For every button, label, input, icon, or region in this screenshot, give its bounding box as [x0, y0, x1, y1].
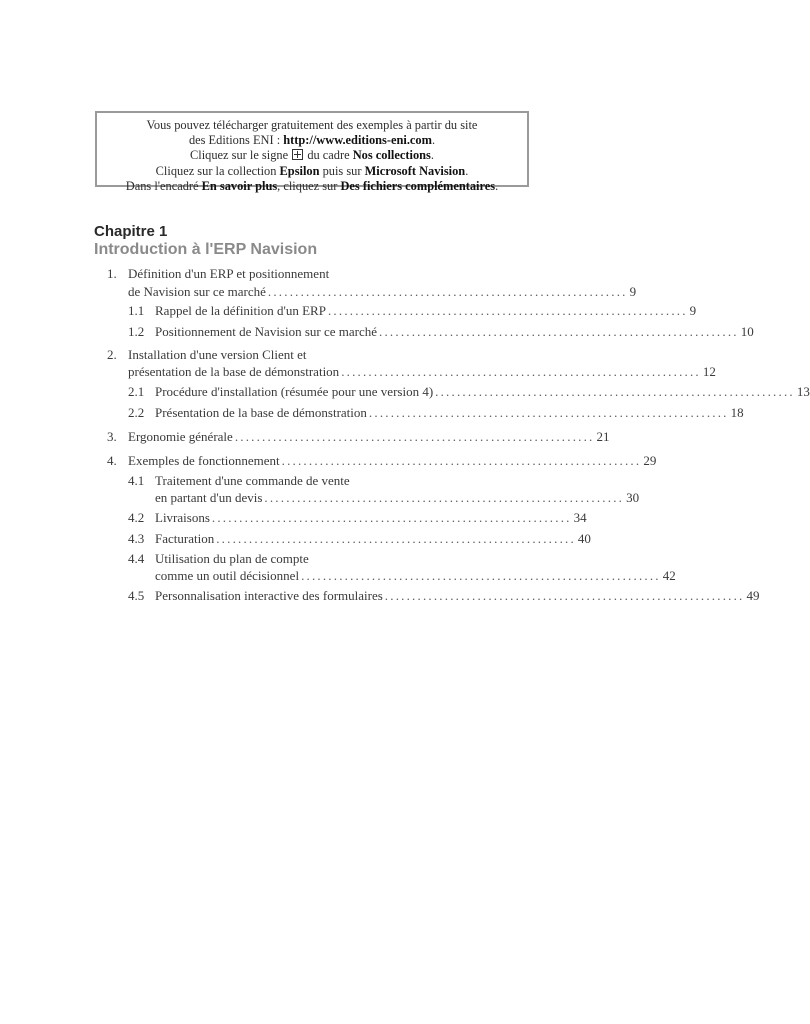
notice-text: des Editions ENI : — [188, 133, 284, 148]
en-savoir-plus-label: En savoir plus — [201, 178, 278, 193]
notice-text: . — [465, 163, 469, 178]
toc-page: 18 — [730, 405, 744, 420]
leader-dots: .................................................................. — [264, 490, 625, 505]
toc-page: 49 — [746, 588, 760, 603]
toc-entry-4-4-line-1 — [128, 550, 501, 567]
toc-page: 29 — [643, 453, 657, 468]
toc-page: 9 — [689, 303, 697, 318]
toc-page: 40 — [577, 531, 591, 546]
leader-dots: .................................................................. — [379, 324, 739, 339]
plus-sign-icon — [292, 149, 303, 160]
toc-number: 4. — [107, 453, 117, 468]
toc-text: Exemples de fonctionnement — [128, 453, 280, 468]
toc-entry-1-1[interactable] — [128, 302, 697, 319]
toc-page: 9 — [629, 284, 637, 299]
toc-text: en partant d'un devis — [155, 490, 263, 505]
toc-page: 13 — [796, 384, 810, 399]
toc-number: 4.4 — [128, 551, 145, 566]
toc-number: 2. — [107, 347, 117, 362]
notice-text: Cliquez sur la collection — [155, 163, 280, 178]
toc-entry-4-2[interactable] — [128, 509, 587, 526]
toc-text: comme un outil décisionnel — [155, 568, 300, 583]
toc-text: Positionnement de Navision sur ce marché — [155, 324, 378, 339]
toc-text: Ergonomie générale — [128, 429, 233, 444]
toc-number: 4.5 — [128, 588, 145, 603]
notice-text: Cliquez sur le signe — [190, 148, 289, 163]
nos-collections-label: Nos collections — [352, 148, 431, 163]
notice-text: . — [431, 133, 436, 148]
notice-line-5 — [97, 179, 527, 194]
toc-text: présentation de la base de démonstration — [128, 364, 340, 379]
toc-number: 2.1 — [128, 384, 145, 399]
toc-entry-4-1-line-1 — [128, 472, 501, 489]
toc-number: 1. — [107, 266, 117, 281]
toc-text: Traitement d'une commande de vente — [155, 473, 350, 488]
notice-text: du cadre — [307, 148, 350, 163]
toc-number: 3. — [107, 429, 117, 444]
notice-line-2 — [97, 133, 527, 148]
toc-text: Utilisation du plan de compte — [155, 551, 309, 566]
leader-dots: .................................................................. — [267, 284, 628, 299]
notice-line-1: Vous pouvez télécharger gratuitement des exemples à partir du site — [146, 118, 478, 132]
toc-entry-1-line-2[interactable] — [128, 283, 637, 300]
toc-text: Procédure d'installation (résumée pour une version 4) — [155, 384, 434, 399]
toc-text: Facturation — [155, 531, 215, 546]
toc-page: 12 — [702, 364, 716, 379]
toc-text: Rappel de la définition d'un ERP — [155, 303, 326, 318]
toc-text: Installation d'une version Client et — [128, 347, 307, 362]
notice-line-3 — [97, 148, 527, 163]
toc-text: de Navision sur ce marché — [128, 284, 266, 299]
microsoft-navision-label: Microsoft Navision — [364, 163, 466, 178]
toc-entry-1-line-1 — [107, 265, 501, 282]
toc-page: 30 — [626, 490, 640, 505]
website-link[interactable]: http://www.editions-eni.com — [283, 133, 432, 148]
toc-entry-4-1-line-2[interactable] — [155, 489, 640, 506]
notice-line-4 — [97, 164, 527, 179]
leader-dots: .................................................................. — [368, 405, 729, 420]
toc-page: 34 — [573, 510, 587, 525]
download-notice-box — [95, 111, 529, 193]
leader-dots: .................................................................. — [211, 510, 572, 525]
toc-text: Définition d'un ERP et positionnement — [128, 266, 330, 281]
toc-entry-4-5[interactable] — [128, 587, 760, 604]
toc-number: 4.3 — [128, 531, 145, 546]
leader-dots: .................................................................. — [341, 364, 701, 379]
toc-entry-4-3[interactable] — [128, 530, 591, 547]
toc-number: 4.1 — [128, 473, 145, 488]
toc-number: 1.2 — [128, 324, 145, 339]
toc-entry-3[interactable] — [107, 428, 610, 445]
toc-text: Personnalisation interactive des formulaires — [155, 588, 383, 603]
leader-dots: .................................................................. — [327, 303, 688, 318]
leader-dots: .................................................................. — [234, 429, 595, 444]
notice-text: . — [430, 148, 434, 163]
leader-dots: .................................................................. — [384, 588, 745, 603]
toc-text: Présentation de la base de démonstration — [155, 405, 367, 420]
notice-text: puis sur — [319, 163, 365, 178]
leader-dots: .................................................................. — [435, 384, 795, 399]
leader-dots: .................................................................. — [281, 453, 642, 468]
leader-dots: .................................................................. — [301, 568, 661, 583]
toc-number: 1.1 — [128, 303, 145, 318]
toc-page: 21 — [596, 429, 610, 444]
toc-number: 4.2 — [128, 510, 145, 525]
notice-text: Dans l'encadré — [125, 178, 202, 193]
toc-entry-2-1[interactable] — [128, 383, 810, 400]
toc-entry-2-2[interactable] — [128, 404, 744, 421]
toc-entry-4[interactable] — [107, 452, 657, 469]
toc-number: 2.2 — [128, 405, 145, 420]
epsilon-label: Epsilon — [279, 163, 320, 178]
toc-entry-2-line-1 — [107, 346, 501, 363]
leader-dots: .................................................................. — [216, 531, 576, 546]
toc-text: Livraisons — [155, 510, 210, 525]
chapter-label: Chapitre 1 — [94, 223, 168, 240]
notice-text: , cliquez sur — [277, 178, 341, 193]
toc-entry-1-2[interactable] — [128, 323, 754, 340]
notice-text: . — [495, 178, 499, 193]
toc-page: 42 — [662, 568, 676, 583]
toc-entry-2-line-2[interactable] — [128, 363, 716, 380]
chapter-title: Introduction à l'ERP Navision — [94, 241, 318, 258]
toc-entry-4-4-line-2[interactable] — [155, 567, 676, 584]
toc-page: 10 — [740, 324, 754, 339]
fichiers-complementaires-label: Des fichiers complémentaires — [340, 178, 496, 193]
